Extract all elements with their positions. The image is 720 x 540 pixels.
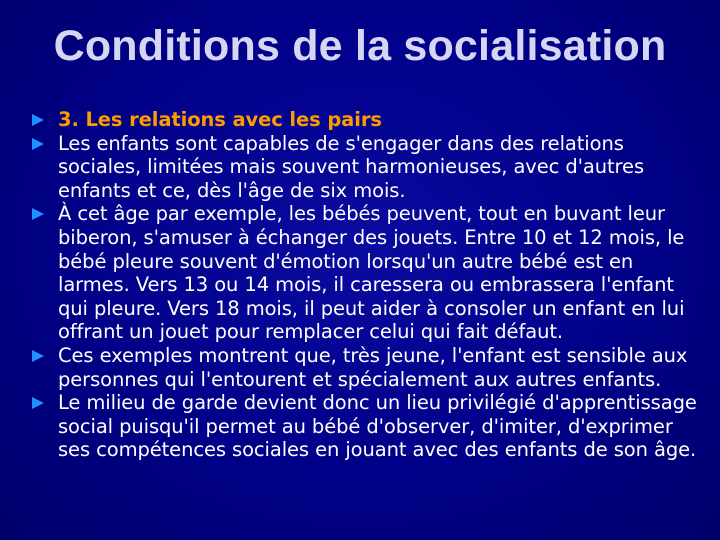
bullet-item xyxy=(32,132,697,203)
triangle-right-icon xyxy=(32,391,52,415)
triangle-right-icon xyxy=(32,202,52,226)
triangle-right-icon xyxy=(32,344,52,368)
bullet-item xyxy=(32,344,697,391)
bullet-text: Ces exemples montrent que, très jeune, l'enfant est sensible aux personnes qui l'entourent et spécialement aux autres enfants. xyxy=(58,343,688,391)
slide-title: Conditions de la socialisation xyxy=(53,22,667,70)
bullet-text: Le milieu de garde devient donc un lieu privilégié d'apprentissage social puisqu'il permet au bébé d'observer, d'imiter, d'exprimer ses compétences sociales en jouant avec des enfants de son âge. xyxy=(58,391,697,462)
triangle-right-icon xyxy=(32,108,52,132)
bullet-item xyxy=(32,391,697,462)
bullet-heading: 3. Les relations avec les pairs xyxy=(58,108,382,131)
bullet-item xyxy=(32,202,697,344)
bullet-text: À cet âge par exemple, les bébés peuvent, tout en buvant leur biberon, s'amuser à échanger des jouets. Entre 10 et 12 mois, le bébé pleure souvent d'émotion lorsqu'un autre bébé est en larmes. Vers 13 ou 14 mois, il caressera ou embrassera l'enfant qui pleure. Vers 18 mois, il peut aider à consoler un enfant en lui offrant un jouet pour remplacer celui qui fait défaut. xyxy=(58,202,685,344)
bullet-item xyxy=(32,108,697,132)
bullet-text: Les enfants sont capables de s'engager dans des relations sociales, limitées mais souvent harmonieuses, avec d'autres enfants et ce, dès l'âge de six mois. xyxy=(58,131,645,202)
triangle-right-icon xyxy=(32,132,52,156)
bullet-list xyxy=(32,108,697,462)
